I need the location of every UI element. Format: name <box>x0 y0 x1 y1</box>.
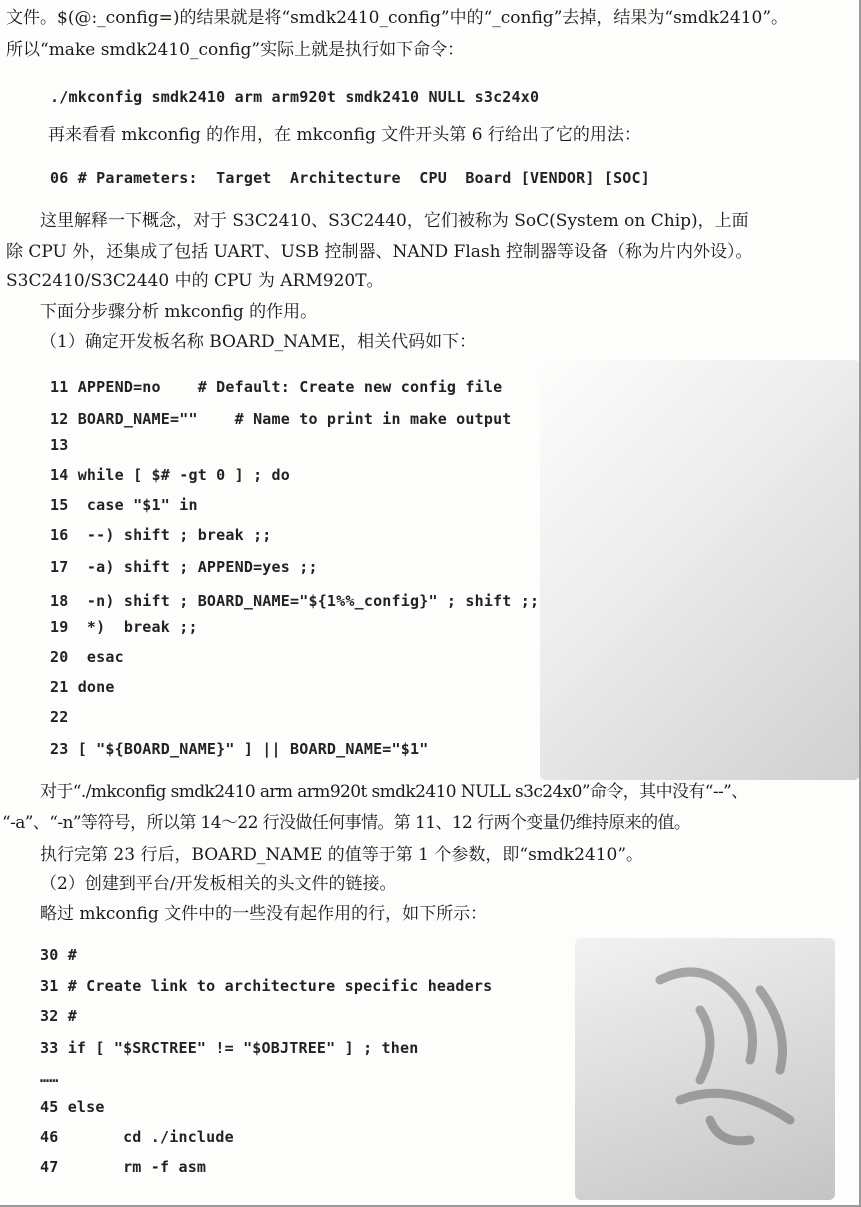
code-line: 21 done <box>50 678 115 696</box>
intro-line: 文件。$(@:_config=)的结果就是将“smdk2410_config”中的“_config”去掉，结果为“smdk2410”。 <box>6 8 789 28</box>
paragraph-usage: 再来看看 mkconfig 的作用，在 mkconfig 文件开头第 6 行给出了它的用法： <box>48 125 641 145</box>
code-line: 12 BOARD_NAME="" # Name to print in make output <box>50 410 512 428</box>
code-line: 20 esac <box>50 648 124 666</box>
explain-line: 执行完第 23 行后，BOARD_NAME 的值等于第 1 个参数，即“smdk2410”。 <box>40 845 644 865</box>
command-line: ./mkconfig smdk2410 arm arm920t smdk2410 NULL s3c24x0 <box>50 88 540 106</box>
explain-line: “-a”、“-n”等符号，所以第 14～22 行没做任何事情。第 11、12 行两个变量仍维持原来的值。 <box>2 813 691 833</box>
code-line: 17 -a) shift ; APPEND=yes ;; <box>50 558 318 576</box>
code-line: 11 APPEND=no # Default: Create new config file <box>50 378 503 396</box>
code-line: 30 # <box>40 946 77 964</box>
step2-heading: （2）创建到平台/开发板相关的头文件的链接。 <box>40 874 397 894</box>
code-line: 45 else <box>40 1098 105 1116</box>
code-line: 19 *) break ;; <box>50 618 198 636</box>
code-line: 14 while [ $# -gt 0 ] ; do <box>50 466 290 484</box>
code-line: 31 # Create link to architecture specific headers <box>40 977 493 995</box>
scan-shadow <box>540 360 860 780</box>
code-line: 47 rm -f asm <box>40 1158 207 1176</box>
code-line: 15 case "$1" in <box>50 496 198 514</box>
code-line: 23 [ "${BOARD_NAME}" ] || BOARD_NAME="$1" <box>50 740 429 758</box>
step1-heading: （1）确定开发板名称 BOARD_NAME，相关代码如下： <box>40 332 477 352</box>
soc-paragraph-line: 除 CPU 外，还集成了包括 UART、USB 控制器、NAND Flash 控制器等设备（称为片内外设）。 <box>6 242 753 262</box>
code-line: 13 <box>50 436 69 454</box>
usage-code-line: 06 # Parameters: Target Architecture CPU Board [VENDOR] [SOC] <box>50 169 650 187</box>
code-line: 16 --) shift ; break ;; <box>50 526 272 544</box>
code-line: 18 -n) shift ; BOARD_NAME="${1%%_config}" ; shift ;; <box>50 592 540 610</box>
code-ellipsis: …… <box>40 1068 59 1086</box>
code-line: 32 # <box>40 1007 77 1025</box>
code-line: 22 <box>50 708 69 726</box>
step2-intro: 略过 mkconfig 文件中的一些没有起作用的行，如下所示： <box>40 904 488 924</box>
step-intro: 下面分步骤分析 mkconfig 的作用。 <box>40 302 318 322</box>
code-line: 33 if [ "$SRCTREE" != "$OBJTREE" ] ; then <box>40 1039 419 1057</box>
seal-stamp-icon <box>640 950 820 1160</box>
intro-line: 所以“make smdk2410_config”实际上就是执行如下命令： <box>6 40 465 60</box>
soc-paragraph-line: 这里解释一下概念，对于 S3C2410、S3C2440，它们被称为 SoC(System on Chip)，上面 <box>40 211 749 231</box>
code-line: 46 cd ./include <box>40 1128 234 1146</box>
soc-paragraph-line: S3C2410/S3C2440 中的 CPU 为 ARM920T。 <box>6 271 384 291</box>
explain-line: 对于“./mkconfig smdk2410 arm arm920t smdk2410 NULL s3c24x0”命令，其中没有“--”、 <box>40 782 748 802</box>
